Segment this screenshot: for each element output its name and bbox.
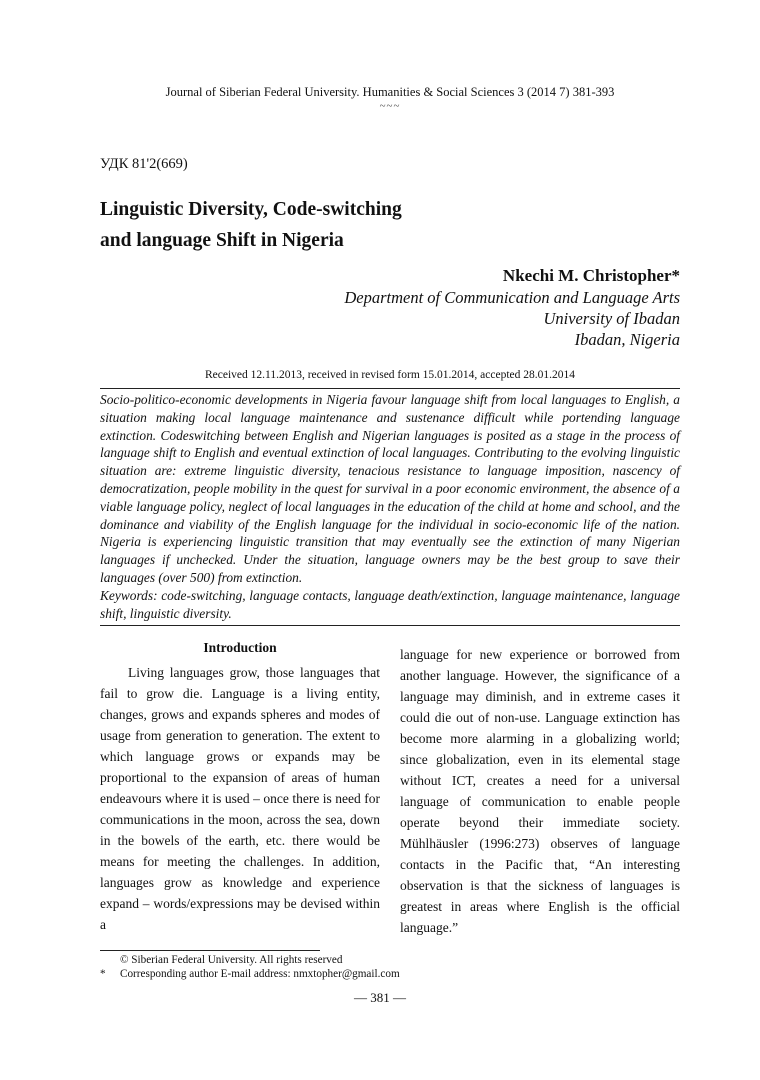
article-title [100,194,520,256]
received-dates: Received 12.11.2013, received in revised form 15.01.2014, accepted 28.01.2014 [204,369,576,381]
corresponding-email-text: Corresponding author E-mail address: nmxtopher@gmail.com [120,968,400,980]
footnote-corresponding [100,967,600,981]
udc-code: УДК 81'2(669) [100,156,188,172]
copyright-text: © Siberian Federal University. All rights reserved [120,954,343,966]
keywords: Keywords: code-switching, language contacts, language death/extinction, language maintenance, language shift, linguistic diversity. [100,588,680,621]
title-line-2: and language Shift in Nigeria [100,230,344,251]
intro-right-column: language for new experience or borrowed from another language. However, the significance of a language may diminish, and in extreme cases it could die out of non-use. Language extinction has become more alarming in a globalizing world; since globalization, even in its elemental stage without ICT, creates a need for a universal language of communication to enable people operate beyond their immediate society. Mühlhäusler (1996:273) observes of language contacts in the Pacific that, “An interesting observation is that the sickness of languages is greatest in areas where English is the official language.” [400,647,680,935]
author-name: Nkechi M. Christopher* [502,266,680,285]
abstract-top-rule [100,388,680,389]
footnote-mark-asterisk: * [100,968,106,980]
footnote-rule [100,950,320,951]
journal-header: Journal of Siberian Federal University. Humanities & Social Sciences 3 (2014 7) 381-393 [165,85,615,99]
title-line-1: Linguistic Diversity, Code-switching [100,199,402,220]
author-location: Ibadan, Nigeria [574,330,680,349]
abstract: Socio-politico-economic developments in Nigeria favour language shift from local languages to English, a situation making local language maintenance and sustenance difficult while portending language extinction. Codeswitching between English and Nigerian languages is posited as a stage in the process of language shift to English and eventual extinction of local languages. Contributing to the evolving linguistic situation are: extreme linguistic diversity, tenacious resistance to language imposition, nascency of democratization, people mobility in the quest for survival in a poor economic environment, the absence of a viable language policy, neglect of local languages in the education of the child at home and school, and the dominance and viability of the English language for the individual in socio-economic life of the nation. Nigeria is experiencing linguistic transition that may eventually see the extinction of many Nigerian languages if unchecked. Under the situation, language owners may be the best group to save their languages (over 500) from extinction. [100,392,680,585]
section-heading-introduction: Introduction [203,640,277,655]
header-ornament: ~~~ [379,100,401,112]
author-university: University of Ibadan [543,309,680,328]
footnote-copyright [100,953,600,967]
abstract-bottom-rule [100,625,680,626]
author-department: Department of Communication and Language Arts [344,288,680,307]
page-number: — 381 — [354,990,406,1005]
intro-left-column: Living languages grow, those languages that fail to grow die. Language is a living entity, changes, grows and expands spheres and modes of usage from generation to generation. The extent to which language grows or expands may be proportional to the expansion of areas of human endeavours where it is used – once there is need for communications in the moon, across the sea, down in the bowels of the earth, etc. there would be means for meeting the challenges. In addition, languages grow as knowledge and experience expand – words/expressions may be devised within a [100,665,380,932]
